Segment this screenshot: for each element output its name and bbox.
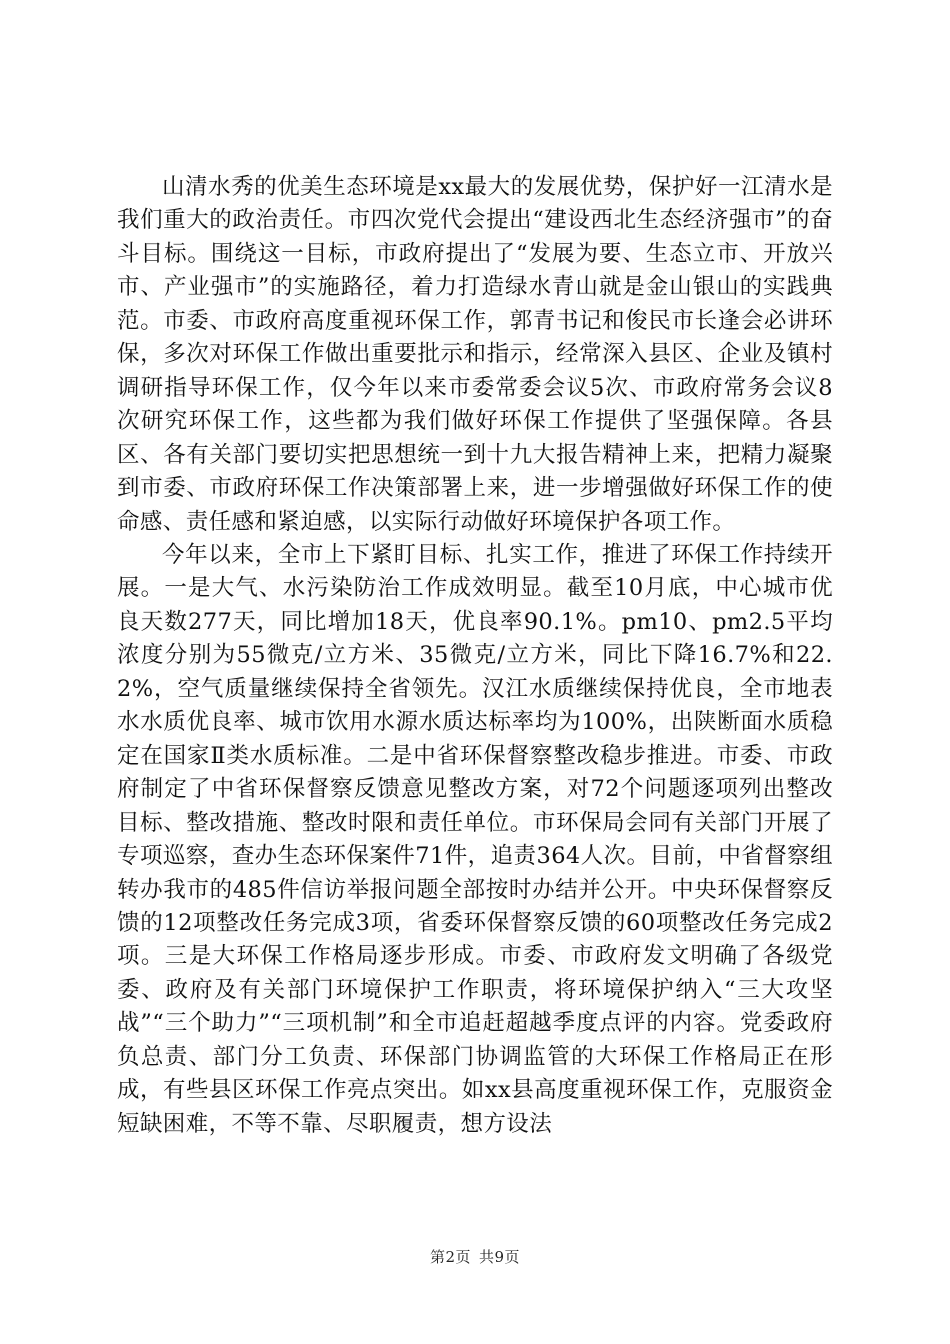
page-number: 第2页 (429, 1248, 471, 1266)
page-total: 共9页 (479, 1248, 521, 1266)
paragraph-2: 今年以来，全市上下紧盯目标、扎实工作，推进了环保工作持续开展。一是大气、水污染防治工作成效明显。截至10月底，中心城市优良天数277天，同比增加18天，优良率90.1%。pm10、pm2.5平均浓度分别为55微克/立方米、35微克/立方米，同比下降16.7%和22.2%，空气质量继续保持全省领先。汉江水质继续保持优良，全市地表水水质优良率、城市饮用水源水质达标率均为100%，出陕断面水质稳定在国家Ⅱ类水质标准。二是中省环保督察整改稳步推进。市委、市政府制定了中省环保督察反馈意见整改方案，对72个问题逐项列出整改目标、整改措施、整改时限和责任单位。市环保局会同有关部门开展了专项巡察，查办生态环保案件71件，追责364人次。目前，中省督察组转办我市的485件信访举报问题全部按时办结并公开。中央环保督察反馈的12项整改任务完成3项，省委环保督察反馈的60项整改任务完成2项。三是大环保工作格局逐步形成。市委、市政府发文明确了各级党委、政府及有关部门环境保护工作职责，将环境保护纳入“三大攻坚战”“三个助力”“三项机制”和全市追赶超越季度点评的内容。党委政府负总责、部门分工负责、环保部门协调监管的大环保工作格局正在形成，有些县区环保工作亮点突出。如xx县高度重视环保工作，克服资金短缺困难，不等不靠、尽职履责，想方设法 (117, 541, 833, 1137)
paragraph-1: 山清水秀的优美生态环境是xx最大的发展优势，保护好一江清水是我们重大的政治责任。市四次党代会提出“建设西北生态经济强市”的奋斗目标。围绕这一目标，市政府提出了“发展为要、生态立市、开放兴市、产业强市”的实施路径，着力打造绿水青山就是金山银山的实践典范。市委、市政府高度重视环保工作，郭青书记和俊民市长逢会必讲环保，多次对环保工作做出重要批示和指示，经常深入县区、企业及镇村调研指导环保工作，仅今年以来市委常委会议5次、市政府常务会议8次研究环保工作，这些都为我们做好环保工作提供了坚强保障。各县区、各有关部门要切实把思想统一到十九大报告精神上来，把精力凝聚到市委、市政府环保工作决策部署上来，进一步增强做好环保工作的使命感、责任感和紧迫感，以实际行动做好环境保护各项工作。 (117, 174, 833, 535)
document-body (117, 171, 833, 1141)
page-footer (0, 1246, 950, 1267)
